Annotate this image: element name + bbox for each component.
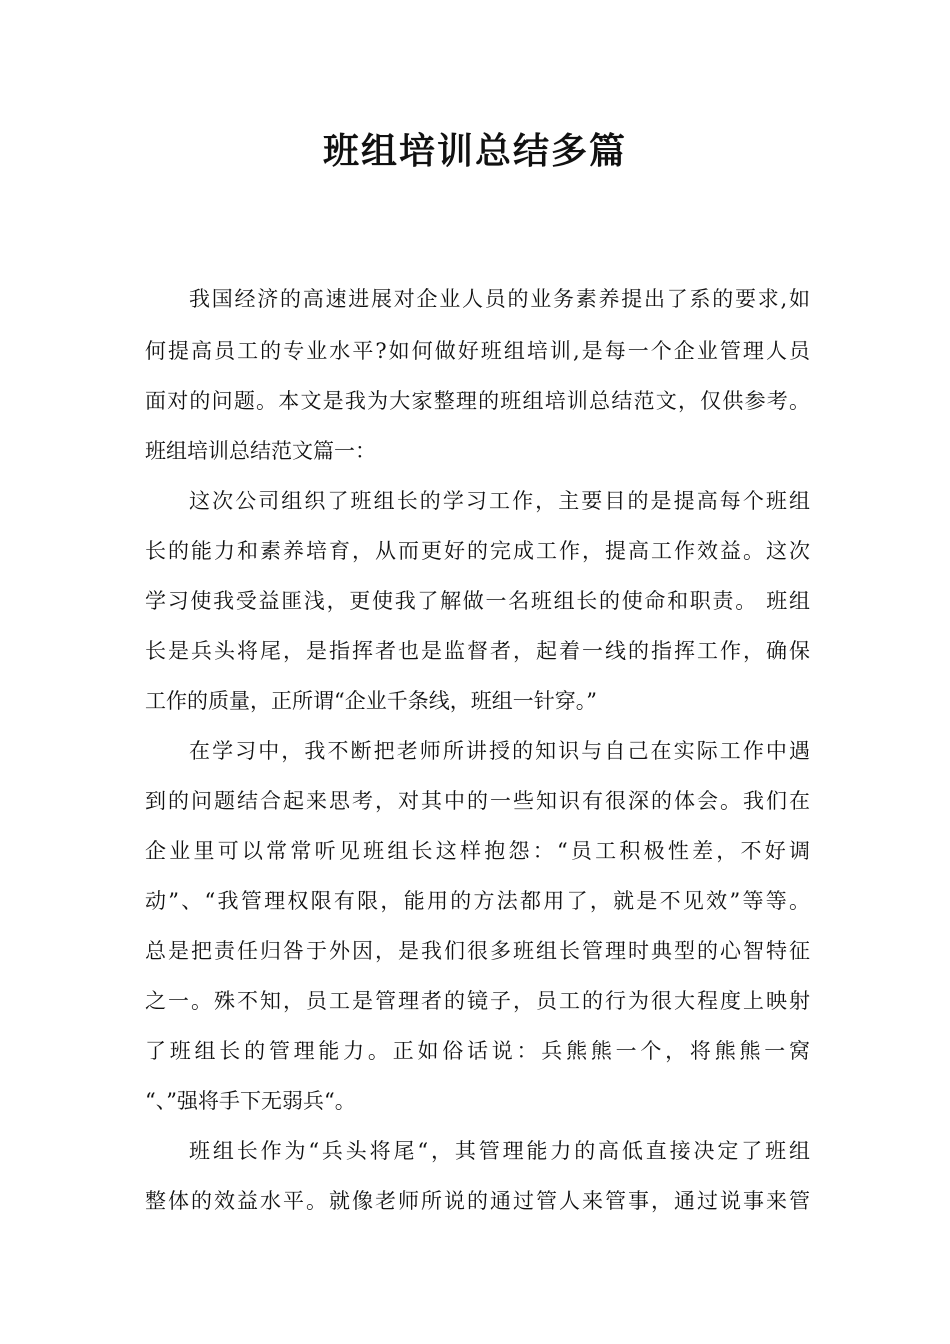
text-line-9: 工作的质量，正所谓“企业千条线，班组一针穿。” — [145, 689, 597, 713]
text-line-17: “、”强将手下无弱兵“。 — [145, 1089, 356, 1113]
text-line-3: 面对的问题。本文是我为大家整理的班组培训总结范文，仅供参考。 — [145, 389, 810, 413]
text-line-5: 这次公司组织了班组长的学习工作，主要目的是提高每个班组 — [189, 489, 810, 513]
text-line-16: 了班组长的管理能力。正如俗话说：兵熊熊一个，将熊熊一窝 — [145, 1039, 810, 1063]
text-line-8: 长是兵头将尾，是指挥者也是监督者，起着一线的指挥工作，确保 — [145, 639, 810, 663]
text-line-1: 我国经济的高速进展对企业人员的业务素养提出了系的要求,如 — [189, 287, 810, 311]
text-line-13: 动”、“我管理权限有限，能用的方法都用了，就是不见效”等等。 — [145, 889, 810, 913]
text-line-10: 在学习中，我不断把老师所讲授的知识与自己在实际工作中遇 — [189, 739, 810, 763]
text-line-4: 班组培训总结范文篇一： — [145, 439, 376, 463]
text-line-15: 之一。殊不知，员工是管理者的镜子，员工的行为很大程度上映射 — [145, 989, 810, 1013]
text-line-19: 整体的效益水平。就像老师所说的通过管人来管事，通过说事来管 — [145, 1189, 810, 1213]
text-line-6: 长的能力和素养培育，从而更好的完成工作，提高工作效益。这次 — [145, 539, 810, 563]
text-line-11: 到的问题结合起来思考，对其中的一些知识有很深的体会。我们在 — [145, 789, 810, 813]
text-line-7: 学习使我受益匪浅，更使我了解做一名班组长的使命和职责。 班组 — [145, 589, 810, 613]
text-line-12: 企业里可以常常听见班组长这样抱怨：“员工积极性差，不好调 — [145, 839, 810, 863]
document-title: 班组培训总结多篇 — [322, 131, 627, 172]
text-line-14: 总是把责任归咎于外因，是我们很多班组长管理时典型的心智特征 — [145, 939, 810, 963]
text-line-2: 何提高员工的专业水平?如何做好班组培训,是每一个企业管理人员 — [145, 339, 810, 363]
text-line-18: 班组长作为“兵头将尾“，其管理能力的高低直接决定了班组 — [189, 1139, 810, 1163]
